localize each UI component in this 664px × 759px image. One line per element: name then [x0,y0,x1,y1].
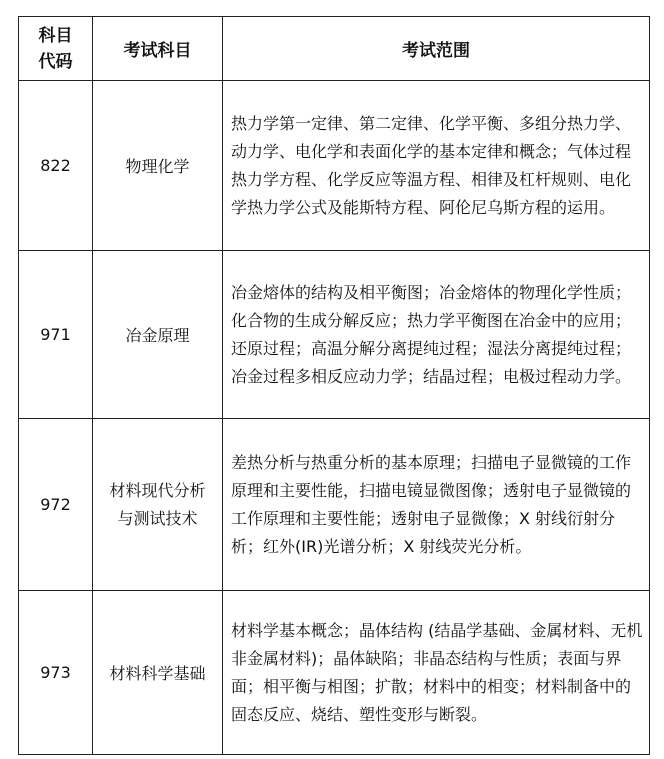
row-subject: 冶金原理 [93,251,223,419]
row-code: 822 [19,81,93,251]
table-row [19,591,650,755]
table-header-row [19,17,650,81]
header-subject: 考试科目 [93,17,223,81]
table-row [19,419,650,591]
table-row [19,81,650,251]
row-code: 972 [19,419,93,591]
row-scope: 材料学基本概念；晶体结构 (结晶学基础、金属材料、无机非金属材料)；晶体缺陷；非晶态结构与性质；表面与界面；相平衡与相图；扩散；材料中的相变；材料制备中的固态反应、烧结、塑性变形与断裂。 [223,591,650,755]
row-subject: 物理化学 [93,81,223,251]
row-subject-text: 材料现代分析与测试技术 [109,480,206,528]
row-subject [93,419,223,591]
row-subject: 材料科学基础 [93,591,223,755]
header-code [19,17,93,81]
header-code-label: 科目 代码 [38,25,73,72]
row-scope: 差热分析与热重分析的基本原理；扫描电子显微镜的工作原理和主要性能，扫描电镜显微图像；透射电子显微镜的工作原理和主要性能；透射电子显微像；X 射线衍射分析；红外(IR)光谱分析；X 射线荧光分析。 [223,419,650,591]
row-code: 971 [19,251,93,419]
header-scope: 考试范围 [223,17,650,81]
row-code: 973 [19,591,93,755]
table-row [19,251,650,419]
row-scope: 冶金熔体的结构及相平衡图；冶金熔体的物理化学性质；化合物的生成分解反应；热力学平衡图在冶金中的应用；还原过程；高温分解分离提纯过程；湿法分离提纯过程；冶金过程多相反应动力学；结晶过程；电极过程动力学。 [223,251,650,419]
row-scope: 热力学第一定律、第二定律、化学平衡、多组分热力学、动力学、电化学和表面化学的基本定律和概念；气体过程热力学方程、化学反应等温方程、相律及杠杆规则、电化学热力学公式及能斯特方程、阿伦尼乌斯方程的运用。 [223,81,650,251]
exam-subjects-table [18,16,650,755]
